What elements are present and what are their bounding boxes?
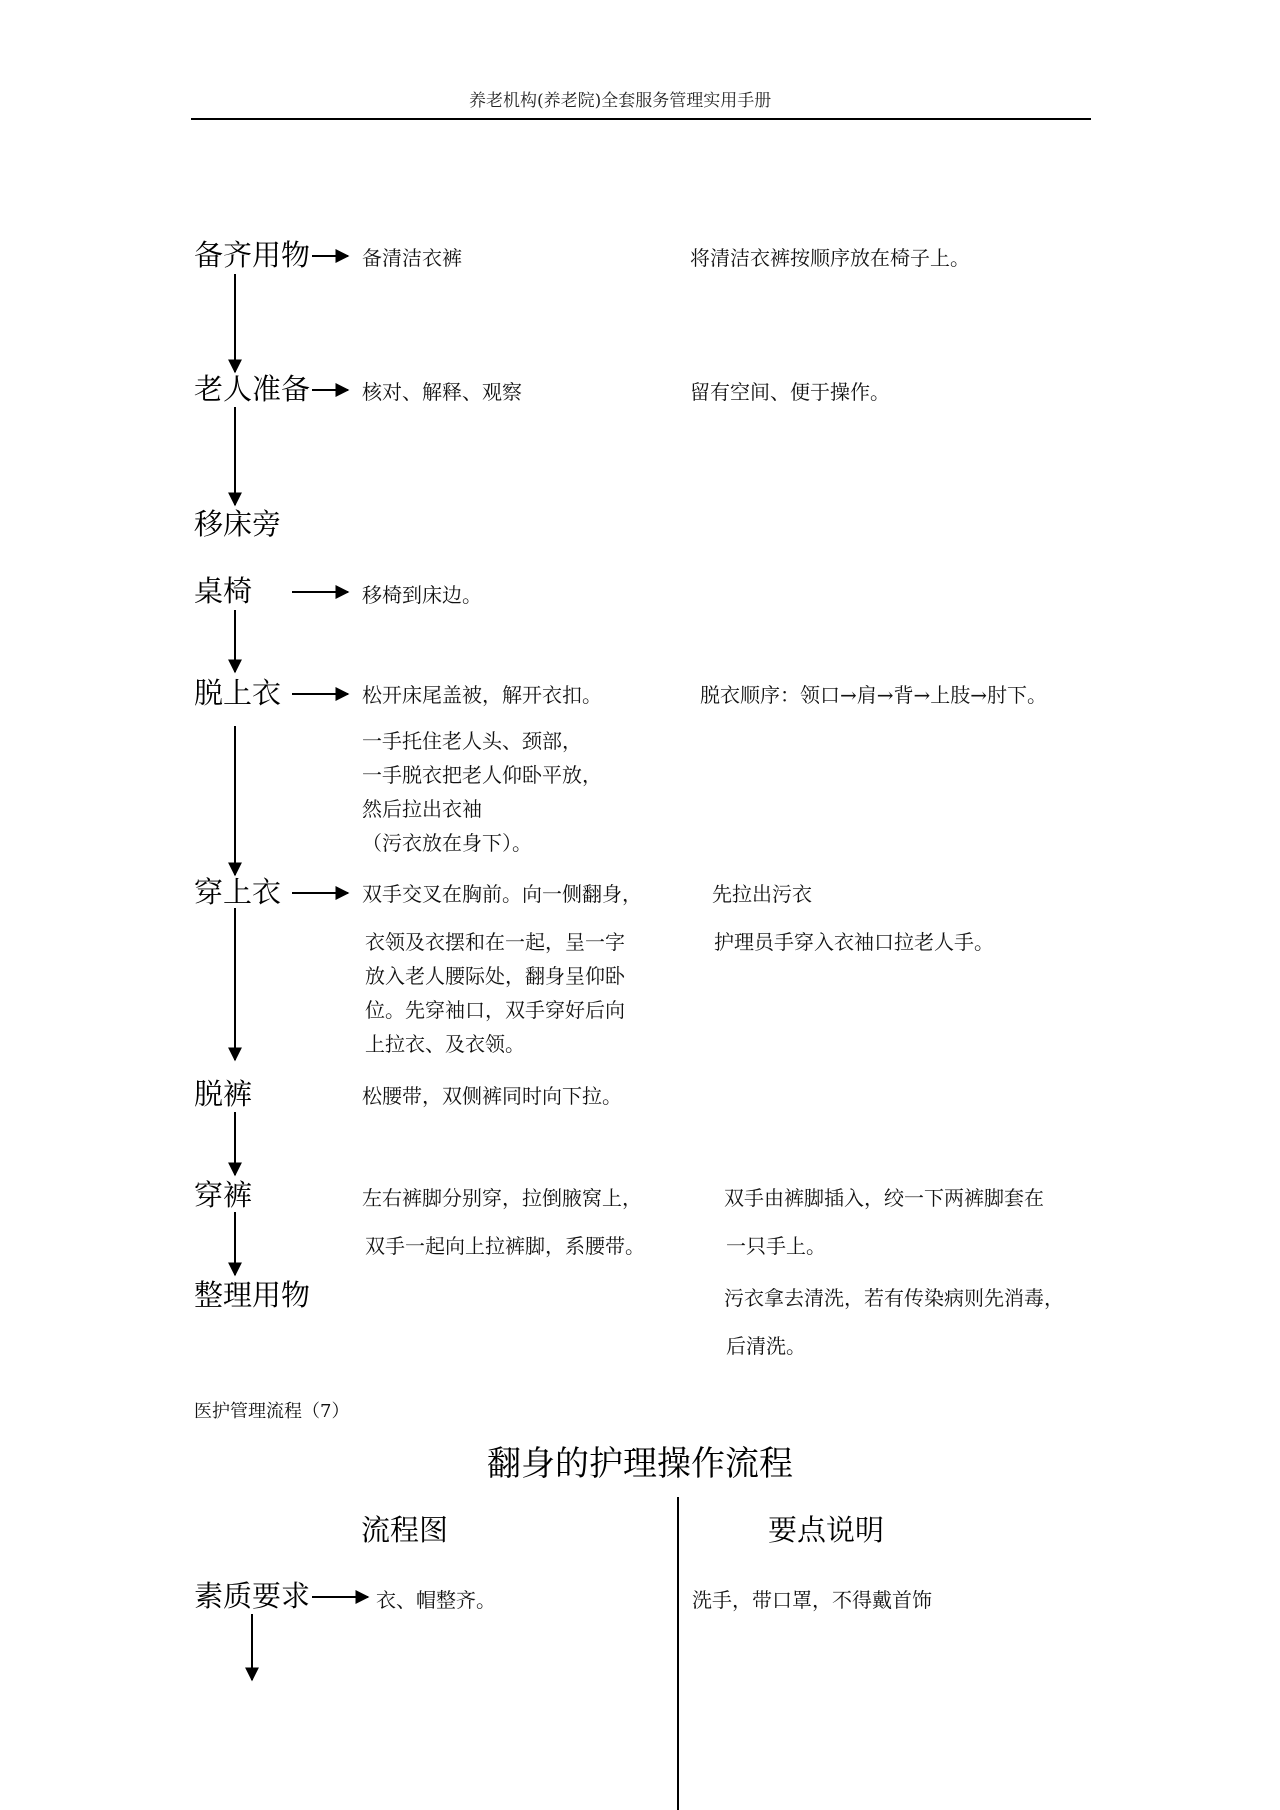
- column-divider: [677, 1497, 679, 1810]
- note-put-on-pants-line-1: 双手由裤脚插入，绞一下两裤脚套在: [724, 1186, 1044, 1210]
- column-head-points: 要点说明: [768, 1513, 885, 1547]
- step-remove-pants: 脱裤: [194, 1077, 253, 1111]
- desc-put-on-top-line-4: 上拉衣、及衣领。: [365, 1032, 525, 1056]
- desc-put-on-top-line-3: 位。先穿袖口，双手穿好后向: [365, 998, 625, 1022]
- step-remove-top: 脱上衣: [194, 676, 282, 710]
- desc-quality-requirements: 衣、帽整齐。: [376, 1588, 496, 1612]
- step-table-chair: 桌椅: [194, 574, 253, 608]
- desc-remove-top-line-3: 然后拉出衣袖: [362, 797, 482, 821]
- desc-elder-prepare: 核对、解释、观察: [362, 380, 522, 404]
- page-header: 养老机构(养老院)全套服务管理实用手册: [469, 91, 772, 111]
- step-quality-requirements: 素质要求: [194, 1579, 311, 1613]
- section-title: 翻身的护理操作流程: [487, 1444, 793, 1484]
- note-remove-top: 脱衣顺序：领口→肩→背→上肢→肘下。: [700, 683, 1048, 707]
- step-move-bedside: 移床旁: [194, 507, 282, 541]
- desc-put-on-top: 双手交叉在胸前。向一侧翻身，: [362, 882, 642, 906]
- desc-prepare-items: 备清洁衣裤: [362, 246, 462, 270]
- step-put-on-pants: 穿裤: [194, 1178, 253, 1212]
- desc-put-on-top-line-1: 衣领及衣摆和在一起，呈一字: [365, 930, 625, 954]
- step-elder-prepare: 老人准备: [194, 372, 311, 406]
- section-label: 医护管理流程（7）: [194, 1401, 350, 1422]
- note-tidy-items-line-1: 污衣拿去清洗，若有传染病则先消毒，: [724, 1286, 1064, 1310]
- note-put-on-top-2: 护理员手穿入衣袖口拉老人手。: [714, 930, 994, 954]
- desc-put-on-pants-line-2: 双手一起向上拉裤脚，系腰带。: [365, 1234, 645, 1258]
- column-head-flow: 流程图: [361, 1513, 449, 1547]
- note-elder-prepare: 留有空间、便于操作。: [690, 380, 890, 404]
- desc-remove-top-line-4: （污衣放在身下）。: [362, 831, 532, 855]
- step-prepare-items: 备齐用物: [194, 238, 311, 272]
- step-tidy-items: 整理用物: [194, 1278, 311, 1312]
- desc-remove-top-line-1: 一手托住老人头、颈部，: [362, 729, 582, 753]
- desc-remove-top-line-2: 一手脱衣把老人仰卧平放，: [362, 763, 602, 787]
- note-quality-requirements: 洗手，带口罩，不得戴首饰: [692, 1588, 932, 1612]
- note-put-on-top: 先拉出污衣: [712, 882, 812, 906]
- note-prepare-items: 将清洁衣裤按顺序放在椅子上。: [690, 246, 970, 270]
- desc-remove-pants: 松腰带，双侧裤同时向下拉。: [362, 1084, 622, 1108]
- note-tidy-items-line-2: 后清洗。: [726, 1334, 806, 1358]
- desc-table-chair: 移椅到床边。: [362, 583, 482, 607]
- desc-put-on-pants-line-1: 左右裤脚分别穿，拉倒腋窝上，: [362, 1186, 642, 1210]
- note-put-on-pants-line-2: 一只手上。: [726, 1234, 826, 1258]
- desc-put-on-top-line-2: 放入老人腰际处，翻身呈仰卧: [365, 964, 625, 988]
- step-put-on-top: 穿上衣: [194, 875, 282, 909]
- desc-remove-top: 松开床尾盖被，解开衣扣。: [362, 683, 602, 707]
